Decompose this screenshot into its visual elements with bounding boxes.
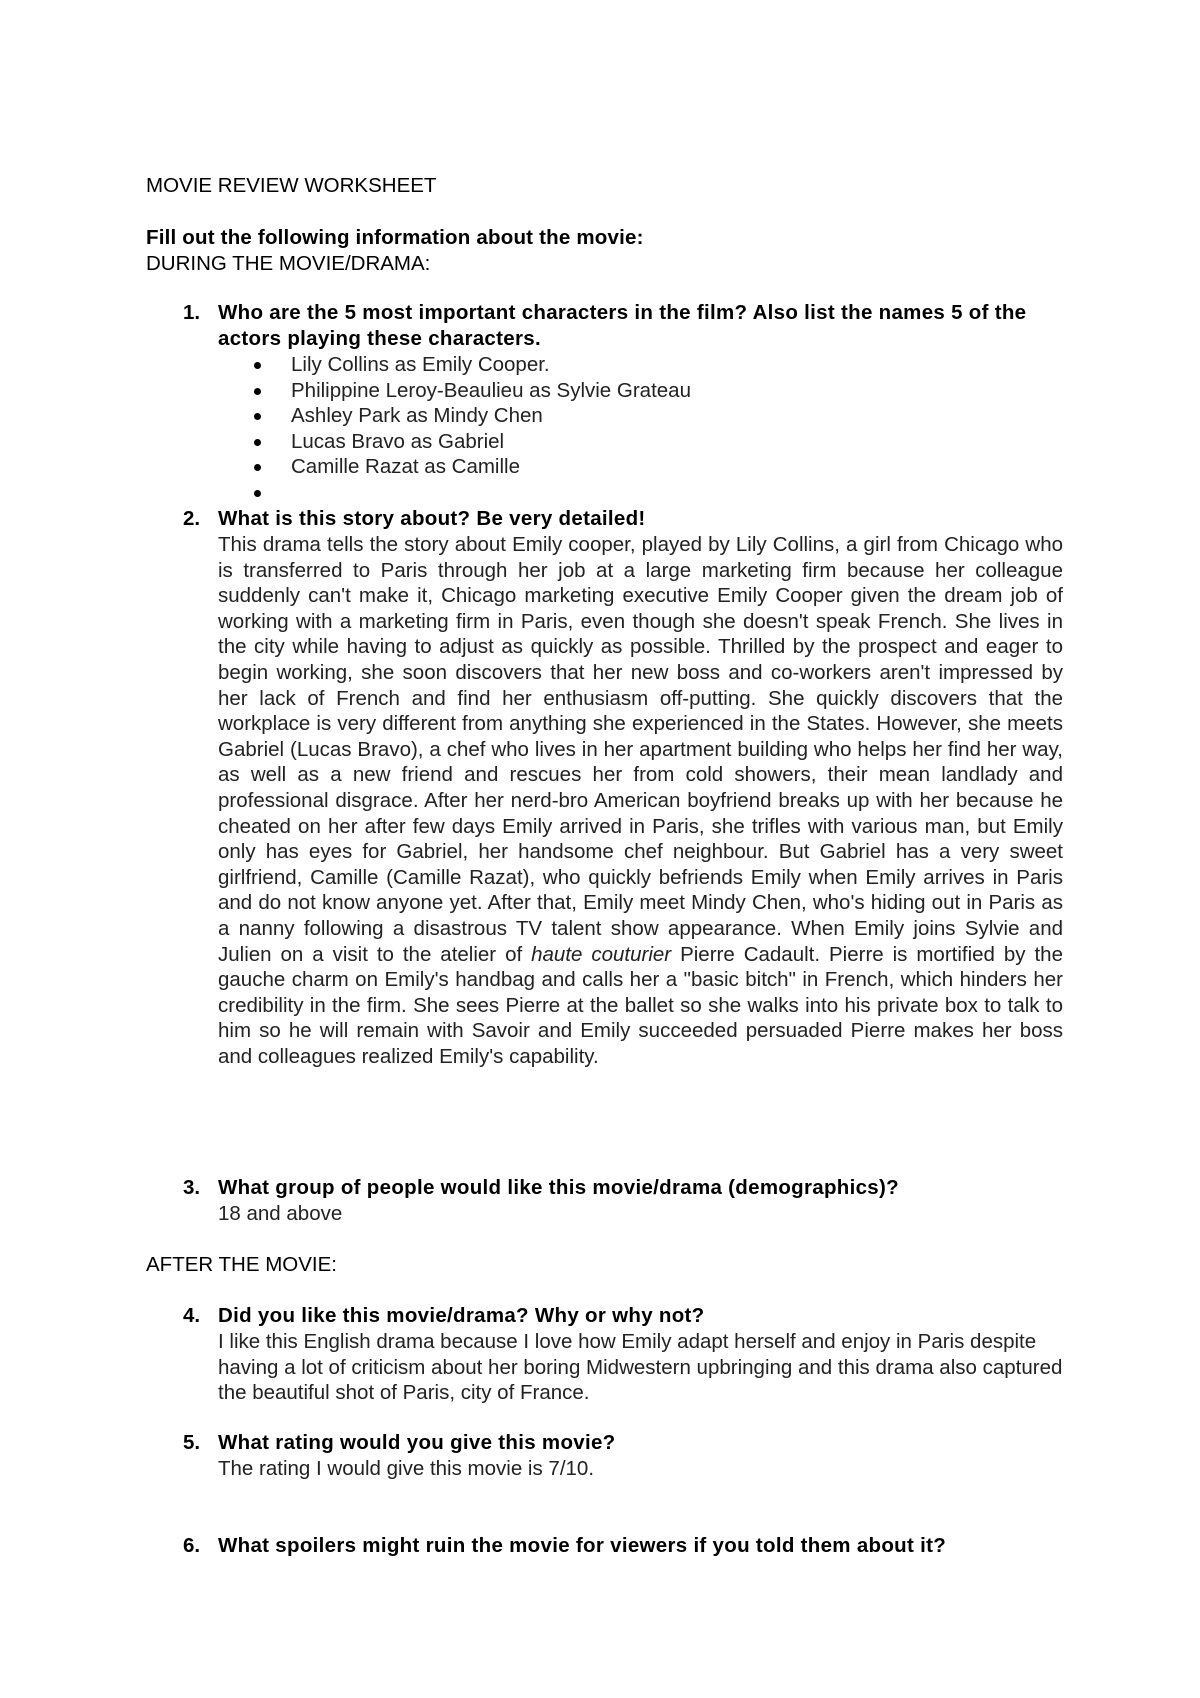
question-4	[183, 1303, 1063, 1406]
answer-text: 18 and above	[218, 1202, 343, 1225]
bullet-icon	[254, 464, 261, 471]
question-number: 6.	[183, 1534, 201, 1557]
question-number: 5.	[183, 1431, 201, 1454]
question-text: Who are the 5 most important characters in the film? Also list the names 5 of the actors playing these characters.	[218, 301, 1027, 350]
question-3	[183, 1175, 1063, 1227]
list-item: Philippine Leroy-Beaulieu as Sylvie Grateau	[218, 378, 1063, 404]
question-text: What is this story about? Be very detailed!	[218, 507, 646, 530]
bullet-icon	[254, 388, 261, 395]
answer-text: This drama tells the story about Emily cooper, played by Lily Collins, a girl from Chicago who is transferred to Paris through her job at a large marketing firm because her colleague suddenly can't make it, Chicago marketing executive Emily Cooper given the dream job of working with a marketing firm in Paris, even though she doesn't speak French. She lives in the city while having to adjust as quickly as possible. Thrilled by the prospect and eager to begin working, she soon discovers that her new boss and co-workers aren't impressed by her lack of French and find her enthusiasm off-putting. She quickly discovers that the workplace is very different from anything she experienced in the States. However, she meets Gabriel (Lucas Bravo), a chef who lives in her apartment building who helps her find her way, as well as a new friend and rescues her from cold showers, their mean landlady and professional disgrace. After her nerd-bro American boyfriend breaks up with her because he cheated on her after few days Emily arrived in Paris, she trifles with various man, but Emily only has eyes for Gabriel, her handsome chef neighbour. But Gabriel has a very sweet girlfriend, Camille (Camille Razat), who quickly befriends Emily when Emily arrives in Paris and do not know anyone yet. After that, Emily meet Mindy Chen, who's hiding out in Paris as a nanny following a disastrous TV talent show appearance. When Emily joins Sylvie and Julien on a visit to the atelier of haute couturier Pierre Cadault. Pierre is mortified by the gauche charm on Emily's handbag and calls her a "basic bitch" in French, which hinders her credibility in the firm. She sees Pierre at the ballet so she walks into his private box to talk to him so he will remain with Savoir and Emily succeeded persuaded Pierre makes her boss and colleagues realized Emily's capability.	[218, 533, 1063, 1068]
list-item: Ashley Park as Mindy Chen	[218, 403, 1063, 429]
bullet-icon	[254, 490, 261, 497]
answer-text: I like this English drama because I love how Emily adapt herself and enjoy in Paris despite having a lot of criticism about her boring Midwestern upbringing and this drama also captured the beautiful shot of Paris, city of France.	[218, 1330, 1063, 1405]
list-item	[218, 480, 1063, 506]
list-item: Lily Collins as Emily Cooper.	[218, 352, 1063, 378]
bullet-icon	[254, 439, 261, 446]
question-2	[183, 506, 1063, 1069]
question-number: 3.	[183, 1176, 201, 1199]
question-number: 2.	[183, 507, 201, 530]
bullet-icon	[254, 413, 261, 420]
instruction-text: Fill out the following information about the movie:	[146, 226, 644, 249]
question-text: What group of people would like this movie/drama (demographics)?	[218, 1176, 899, 1199]
question-number: 4.	[183, 1304, 201, 1327]
question-1	[183, 300, 1063, 506]
answer-text: The rating I would give this movie is 7/10.	[218, 1457, 595, 1480]
question-text: Did you like this movie/drama? Why or why not?	[218, 1304, 705, 1327]
instructions	[146, 225, 644, 277]
question-text: What spoilers might ruin the movie for viewers if you told them about it?	[218, 1534, 947, 1557]
list-item: Lucas Bravo as Gabriel	[218, 429, 1063, 455]
bullet-icon	[254, 362, 261, 369]
page-title: MOVIE REVIEW WORKSHEET	[146, 174, 437, 197]
section-heading-during: DURING THE MOVIE/DRAMA:	[146, 252, 431, 275]
list-item: Camille Razat as Camille	[218, 454, 1063, 480]
question-text: What rating would you give this movie?	[218, 1431, 616, 1454]
section-heading-after: AFTER THE MOVIE:	[146, 1253, 337, 1276]
question-6	[183, 1533, 1063, 1559]
character-list	[218, 352, 1063, 506]
question-5	[183, 1430, 1063, 1482]
question-number: 1.	[183, 301, 201, 324]
